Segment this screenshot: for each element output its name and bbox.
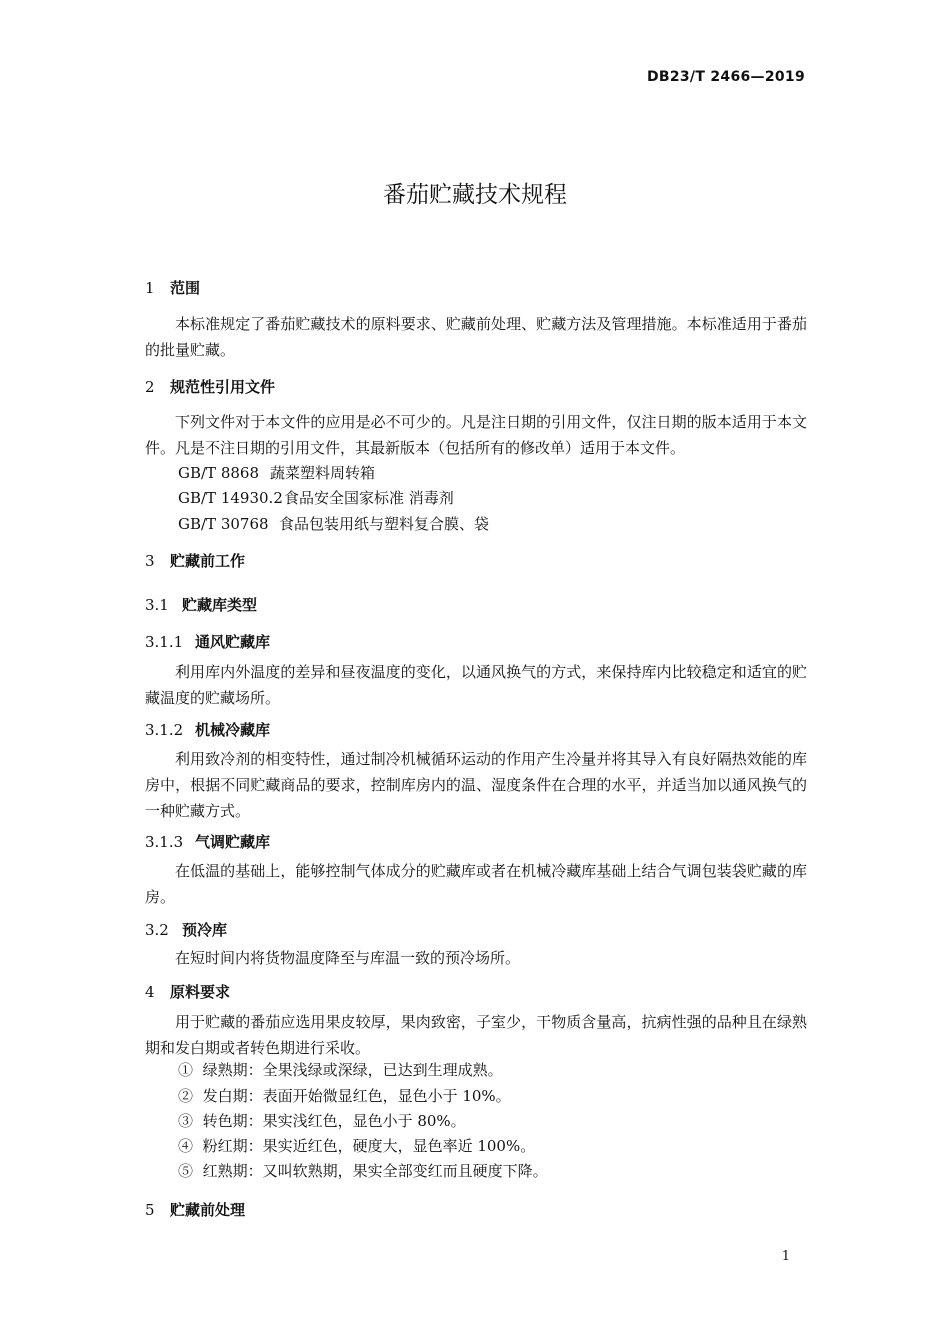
section-number: 3.2 <box>145 921 169 939</box>
section-3-1-3-heading <box>145 831 270 852</box>
section-number: 5 <box>145 1201 155 1219</box>
section-number: 3.1.1 <box>145 633 184 651</box>
reference-code: GB/T 14930.2 <box>178 489 283 507</box>
section-3-1-2-paragraph: 利用致冷剂的相变特性，通过制冷机械循环运动的作用产生冷量并将其导入有良好隔热效能的库房中，根据不同贮藏商品的要求，控制库房内的温、湿度条件在合理的水平，并适当加以通风换气的一种贮藏方式。 <box>145 750 807 820</box>
page-number: 1 <box>781 1249 790 1264</box>
section-3-1-1-paragraph: 利用库内外温度的差异和昼夜温度的变化，以通风换气的方式，来保持库内比较稳定和适宜的贮藏温度的贮藏场所。 <box>145 663 807 707</box>
section-number: 1 <box>145 279 155 297</box>
section-4-paragraph: 用于贮藏的番茄应选用果皮较厚，果肉致密，子室少，干物质含量高，抗病性强的品种且在绿熟期和发白期或者转色期进行采收。 <box>145 1013 807 1057</box>
section-5-heading <box>145 1199 245 1220</box>
section-title: 预冷库 <box>182 921 228 939</box>
section-4-heading <box>145 981 230 1002</box>
reference-item <box>178 462 375 483</box>
list-text: 转色期：果实浅红色，显色小于 80%。 <box>202 1112 466 1130</box>
section-1-heading <box>145 277 200 298</box>
section-3-1-3-paragraph: 在低温的基础上，能够控制气体成分的贮藏库或者在机械冷藏库基础上结合气调包装袋贮藏的库房。 <box>145 862 807 906</box>
reference-item <box>178 513 489 534</box>
reference-title: 食品包装用纸与塑料复合膜、袋 <box>279 515 490 533</box>
section-2-heading <box>145 376 275 397</box>
section-3-heading <box>145 550 245 571</box>
section-title: 通风贮藏库 <box>195 633 271 651</box>
section-title: 贮藏库类型 <box>182 596 258 614</box>
section-number: 3 <box>145 552 155 570</box>
list-item <box>178 1160 548 1181</box>
section-number: 3.1.2 <box>145 721 184 739</box>
reference-code: GB/T 30768 <box>178 515 269 533</box>
list-marker: ② <box>178 1087 194 1105</box>
section-title: 气调贮藏库 <box>195 833 271 851</box>
reference-code: GB/T 8868 <box>178 464 260 482</box>
list-marker: ④ <box>178 1137 194 1155</box>
section-number: 3.1 <box>145 596 169 614</box>
section-title: 机械冷藏库 <box>195 721 271 739</box>
section-3-2-heading <box>145 919 227 940</box>
reference-item <box>178 487 454 508</box>
section-number: 3.1.3 <box>145 833 184 851</box>
list-item <box>178 1059 503 1080</box>
section-title: 规范性引用文件 <box>170 378 276 396</box>
list-item <box>178 1110 466 1131</box>
section-title: 贮藏前工作 <box>170 552 246 570</box>
section-number: 2 <box>145 378 155 396</box>
section-3-1-2-heading <box>145 719 270 740</box>
section-title: 原料要求 <box>170 983 231 1001</box>
list-text: 粉红期：果实近红色，硬度大，显色率近 100%。 <box>202 1137 536 1155</box>
list-text: 发白期：表面开始微显红色，显色小于 10%。 <box>202 1087 511 1105</box>
section-1-paragraph: 本标准规定了番茄贮藏技术的原料要求、贮藏前处理、贮藏方法及管理措施。本标准适用于番茄的批量贮藏。 <box>145 315 807 359</box>
section-2-paragraph: 下列文件对于本文件的应用是必不可少的。凡是注日期的引用文件，仅注日期的版本适用于本文件。凡是不注日期的引用文件，其最新版本（包括所有的修改单）适用于本文件。 <box>145 413 807 457</box>
list-text: 绿熟期：全果浅绿或深绿，已达到生理成熟。 <box>202 1061 503 1079</box>
document-title: 番茄贮藏技术规程 <box>383 182 567 208</box>
section-number: 4 <box>145 983 155 1001</box>
section-title: 贮藏前处理 <box>170 1201 246 1219</box>
list-item <box>178 1085 511 1106</box>
list-item <box>178 1135 535 1156</box>
section-3-1-1-heading <box>145 631 270 652</box>
reference-title: 食品安全国家标准 消毒剂 <box>284 489 454 507</box>
list-text: 红熟期：又叫软熟期，果实全部变红而且硬度下降。 <box>202 1162 548 1180</box>
section-title: 范围 <box>170 279 201 297</box>
reference-title: 蔬菜塑料周转箱 <box>270 464 376 482</box>
document-code: DB23/T 2466—2019 <box>646 69 805 85</box>
section-3-1-heading <box>145 594 257 615</box>
list-marker: ③ <box>178 1112 194 1130</box>
list-marker: ⑤ <box>178 1162 194 1180</box>
list-marker: ① <box>178 1061 194 1079</box>
section-3-2-paragraph: 在短时间内将货物温度降至与库温一致的预冷场所。 <box>175 949 521 967</box>
